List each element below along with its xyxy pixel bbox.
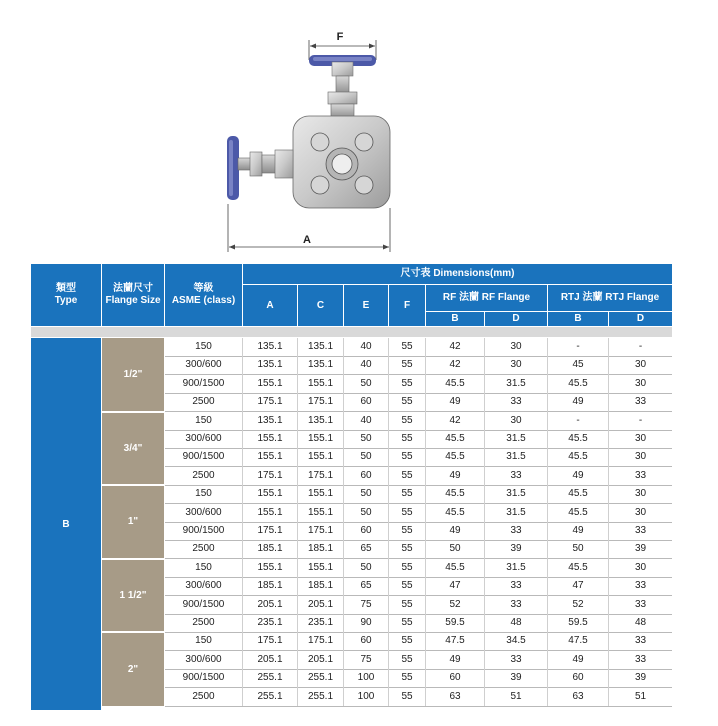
cell-class: 900/1500	[182, 525, 225, 536]
cell-a: 175.1	[257, 525, 283, 536]
cell-e: 60	[360, 525, 372, 536]
column-divider	[425, 338, 426, 706]
cell-c: 175.1	[307, 635, 334, 647]
cell-a: 175.1	[257, 396, 283, 408]
cell-rtj-b: 52	[572, 598, 584, 610]
cell-a: 235.1	[257, 617, 283, 628]
header-type: 類型 Type	[31, 264, 101, 326]
cell-rf-b: 45.5	[445, 433, 465, 444]
cell-e: 65	[360, 580, 372, 592]
cell-a: 135.1	[257, 341, 283, 352]
cell-class: 300/600	[185, 653, 222, 665]
cell-class: 300/600	[185, 580, 222, 592]
flange-size-cell: 1/2"	[102, 338, 164, 412]
cell-rf-d: 33	[510, 525, 522, 536]
cell-rtj-b: 45.5	[568, 506, 588, 518]
cell-f: 55	[401, 561, 413, 573]
cell-a: 135.1	[257, 414, 283, 426]
cell-rf-b: 49	[449, 469, 461, 481]
cell-e: 50	[360, 561, 372, 573]
cell-rf-d: 39	[510, 543, 522, 555]
cell-rtj-d: 48	[634, 617, 647, 628]
cell-a: 155.1	[257, 377, 283, 389]
cell-c: 135.1	[307, 359, 334, 371]
cell-f: 55	[401, 396, 413, 408]
cell-a: 155.1	[257, 433, 283, 444]
cell-rtj-b: 45.5	[568, 433, 588, 444]
cell-f: 55	[401, 525, 413, 536]
cell-c: 185.1	[307, 543, 334, 555]
cell-class: 300/600	[185, 506, 222, 518]
cell-rf-b: 52	[449, 598, 461, 610]
cell-rf-d: 51	[510, 690, 522, 702]
cell-f: 55	[401, 414, 413, 426]
column-divider	[547, 338, 548, 706]
cell-e: 40	[360, 359, 372, 371]
cell-rtj-d: -	[638, 414, 643, 426]
cell-rf-b: 45.5	[445, 488, 465, 500]
cell-rf-d: 31.5	[506, 488, 526, 500]
cell-f: 55	[401, 469, 413, 481]
cell-rtj-d: 39	[634, 672, 647, 684]
cell-c: 205.1	[307, 598, 334, 610]
cell-rtj-d: 33	[634, 653, 647, 665]
cell-rf-b: 50	[449, 543, 461, 555]
cell-f: 55	[401, 359, 413, 371]
cell-rf-d: 31.5	[506, 377, 526, 389]
cell-c: 155.1	[307, 451, 334, 463]
cell-rtj-b: 45.5	[568, 488, 588, 500]
cell-f: 55	[401, 672, 413, 684]
cell-a: 175.1	[257, 469, 283, 481]
cell-rtj-b: 45.5	[568, 561, 588, 573]
cell-c: 155.1	[307, 561, 334, 573]
size-separator	[102, 558, 164, 560]
cell-rf-d: 34.5	[506, 635, 526, 647]
cell-f: 55	[401, 451, 413, 463]
header-rtj-d: D	[609, 312, 672, 326]
cell-e: 50	[360, 377, 372, 389]
cell-c: 205.1	[307, 653, 334, 665]
size-separator	[102, 411, 164, 413]
cell-a: 185.1	[257, 580, 283, 592]
cell-f: 55	[401, 635, 413, 647]
cell-rf-b: 49	[449, 396, 461, 408]
cell-e: 60	[360, 635, 372, 647]
cell-rf-b: 60	[449, 672, 461, 684]
cell-class: 300/600	[185, 359, 222, 371]
cell-rtj-b: 49	[572, 525, 584, 536]
header-rtj-flange: RTJ 法蘭 RTJ Flange	[548, 285, 672, 311]
cell-rf-b: 49	[449, 525, 461, 536]
cell-rtj-d: 33	[634, 635, 647, 647]
cell-rtj-d: 51	[634, 690, 647, 702]
cell-rtj-b: -	[576, 414, 580, 426]
cell-rf-d: 31.5	[506, 451, 526, 463]
cell-f: 55	[401, 341, 413, 352]
side-handle	[227, 136, 293, 200]
top-handle	[309, 55, 376, 118]
cell-c: 155.1	[307, 488, 334, 500]
cell-f: 55	[401, 617, 413, 628]
cell-rf-b: 63	[449, 690, 461, 702]
cell-rtj-b: -	[576, 341, 580, 352]
cell-rf-d: 30	[510, 414, 522, 426]
cell-f: 55	[401, 433, 413, 444]
cell-rtj-b: 60	[572, 672, 584, 684]
header-col-e: E	[344, 285, 388, 326]
cell-rtj-d: 33	[634, 525, 647, 536]
header-flange-size: 法蘭尺寸 Flange Size	[102, 264, 164, 326]
cell-c: 255.1	[307, 690, 334, 702]
cell-rf-d: 33	[510, 396, 522, 408]
size-separator	[102, 631, 164, 633]
cell-rf-d: 30	[510, 341, 522, 352]
cell-e: 90	[360, 617, 372, 628]
cell-rf-b: 45.5	[445, 451, 465, 463]
cell-c: 155.1	[307, 433, 334, 444]
cell-a: 255.1	[257, 672, 283, 684]
cell-c: 175.1	[307, 525, 334, 536]
cell-class: 150	[195, 341, 212, 352]
cell-class: 900/1500	[182, 598, 225, 610]
cell-rtj-d: 33	[634, 598, 647, 610]
cell-rf-b: 59.5	[445, 617, 465, 628]
cell-a: 205.1	[257, 653, 283, 665]
cell-rtj-d: 30	[634, 488, 647, 500]
dimension-label-a: A	[303, 234, 311, 246]
cell-rf-b: 42	[449, 414, 461, 426]
cell-f: 55	[401, 377, 413, 389]
header-class: 等級 ASME (class)	[165, 264, 242, 326]
cell-rtj-d: 30	[634, 561, 647, 573]
cell-rf-d: 33	[510, 653, 522, 665]
cell-rf-d: 33	[510, 580, 522, 592]
cell-rf-d: 31.5	[506, 506, 526, 518]
cell-a: 205.1	[257, 598, 283, 610]
cell-rf-b: 42	[449, 341, 461, 352]
cell-c: 175.1	[307, 469, 334, 481]
header-spacer	[31, 327, 672, 337]
cell-c: 135.1	[307, 414, 334, 426]
column-divider	[343, 338, 344, 706]
cell-rtj-b: 45.5	[568, 451, 588, 463]
cell-class: 150	[195, 488, 212, 500]
cell-rtj-b: 49	[572, 653, 584, 665]
cell-rtj-b: 63	[572, 690, 584, 702]
cell-f: 55	[401, 488, 413, 500]
cell-rtj-b: 47	[572, 580, 584, 592]
cell-e: 50	[360, 488, 372, 500]
cell-rf-b: 49	[449, 653, 461, 665]
cell-f: 55	[401, 598, 413, 610]
cell-rtj-d: -	[638, 341, 643, 352]
cell-rtj-d: 33	[634, 396, 647, 408]
cell-f: 55	[401, 690, 413, 702]
cell-a: 155.1	[257, 561, 283, 573]
cell-e: 60	[360, 469, 372, 481]
column-divider	[297, 338, 298, 706]
cell-rf-b: 45.5	[445, 561, 465, 573]
cell-rtj-d: 30	[634, 451, 647, 463]
cell-rf-d: 31.5	[506, 433, 526, 444]
cell-class: 2500	[192, 690, 215, 702]
cell-a: 175.1	[257, 635, 283, 647]
cell-rf-b: 42	[449, 359, 461, 371]
cell-rtj-d: 33	[634, 580, 647, 592]
cell-class: 2500	[192, 543, 215, 555]
header-rf-flange: RF 法蘭 RF Flange	[426, 285, 547, 311]
cell-c: 155.1	[307, 377, 334, 389]
flange-size-cell: 1 1/2"	[102, 559, 164, 633]
cell-rtj-d: 33	[634, 469, 647, 481]
cell-class: 2500	[192, 396, 215, 408]
cell-rtj-d: 30	[634, 433, 647, 444]
cell-e: 40	[360, 341, 372, 352]
flange-size-cell: 1"	[102, 485, 164, 559]
cell-a: 155.1	[257, 451, 283, 463]
size-separator	[102, 484, 164, 486]
cell-class: 900/1500	[182, 451, 225, 463]
column-divider	[484, 338, 485, 706]
cell-rf-d: 39	[510, 672, 522, 684]
cell-e: 60	[360, 396, 372, 408]
cell-rtj-d: 39	[634, 543, 647, 555]
cell-class: 2500	[192, 617, 215, 628]
column-divider	[608, 338, 609, 706]
cell-rtj-b: 50	[572, 543, 584, 555]
cell-class: 300/600	[185, 433, 222, 444]
cell-a: 135.1	[257, 359, 283, 371]
cell-rf-d: 33	[510, 598, 522, 610]
cell-rf-d: 31.5	[506, 561, 526, 573]
cell-a: 255.1	[257, 690, 283, 702]
cell-rf-b: 47	[449, 580, 461, 592]
cell-rtj-b: 49	[572, 396, 584, 408]
cell-rf-b: 45.5	[445, 506, 465, 518]
cell-f: 55	[401, 580, 413, 592]
cell-a: 155.1	[257, 506, 283, 518]
cell-a: 185.1	[257, 543, 283, 555]
cell-class: 150	[195, 635, 212, 647]
column-divider	[388, 338, 389, 706]
cell-rf-d: 30	[510, 359, 522, 371]
cell-f: 55	[401, 653, 413, 665]
cell-c: 135.1	[307, 341, 334, 352]
cell-rf-d: 33	[510, 469, 522, 481]
flange-size-cell: 3/4"	[102, 412, 164, 486]
cell-class: 150	[195, 414, 212, 426]
cell-rtj-d: 30	[634, 506, 647, 518]
cell-e: 50	[360, 506, 372, 518]
cell-e: 75	[360, 598, 372, 610]
header-col-a: A	[243, 285, 297, 326]
header-rf-b: B	[426, 312, 484, 326]
cell-f: 55	[401, 506, 413, 518]
cell-c: 185.1	[307, 580, 334, 592]
valve-drawing	[0, 0, 718, 262]
cell-c: 155.1	[307, 506, 334, 518]
cell-a: 155.1	[257, 488, 283, 500]
header-rf-d: D	[485, 312, 547, 326]
cell-class: 150	[195, 561, 212, 573]
header-rtj-b: B	[548, 312, 608, 326]
flange-size-cell: 2"	[102, 632, 164, 706]
cell-rtj-b: 45.5	[568, 377, 588, 389]
cell-class: 900/1500	[182, 672, 225, 684]
cell-e: 50	[360, 451, 372, 463]
cell-rtj-b: 49	[572, 469, 584, 481]
cell-rf-b: 47.5	[445, 635, 465, 647]
dimension-a	[228, 204, 390, 252]
header-col-c: C	[298, 285, 343, 326]
cell-c: 235.1	[307, 617, 334, 628]
cell-c: 255.1	[307, 672, 334, 684]
cell-e: 100	[357, 690, 375, 702]
header-col-f: F	[389, 285, 425, 326]
cell-rtj-d: 30	[634, 359, 647, 371]
cell-e: 40	[360, 414, 372, 426]
cell-class: 900/1500	[182, 377, 225, 389]
cell-e: 50	[360, 433, 372, 444]
cell-rf-d: 48	[510, 617, 522, 628]
cell-rtj-b: 59.5	[568, 617, 588, 628]
column-divider	[242, 338, 243, 706]
valve-body	[293, 116, 390, 208]
type-value: B	[31, 338, 101, 710]
cell-e: 100	[357, 672, 375, 684]
cell-rf-b: 45.5	[445, 377, 465, 389]
cell-c: 175.1	[307, 396, 334, 408]
cell-rtj-d: 30	[634, 377, 647, 389]
cell-f: 55	[401, 543, 413, 555]
cell-rtj-b: 47.5	[568, 635, 588, 647]
cell-rtj-b: 45	[572, 359, 584, 371]
cell-e: 65	[360, 543, 372, 555]
dimension-label-f: F	[336, 31, 344, 43]
header-dimensions: 尺寸表 Dimensions(mm)	[243, 264, 672, 284]
cell-class: 2500	[192, 469, 215, 481]
cell-e: 75	[360, 653, 372, 665]
